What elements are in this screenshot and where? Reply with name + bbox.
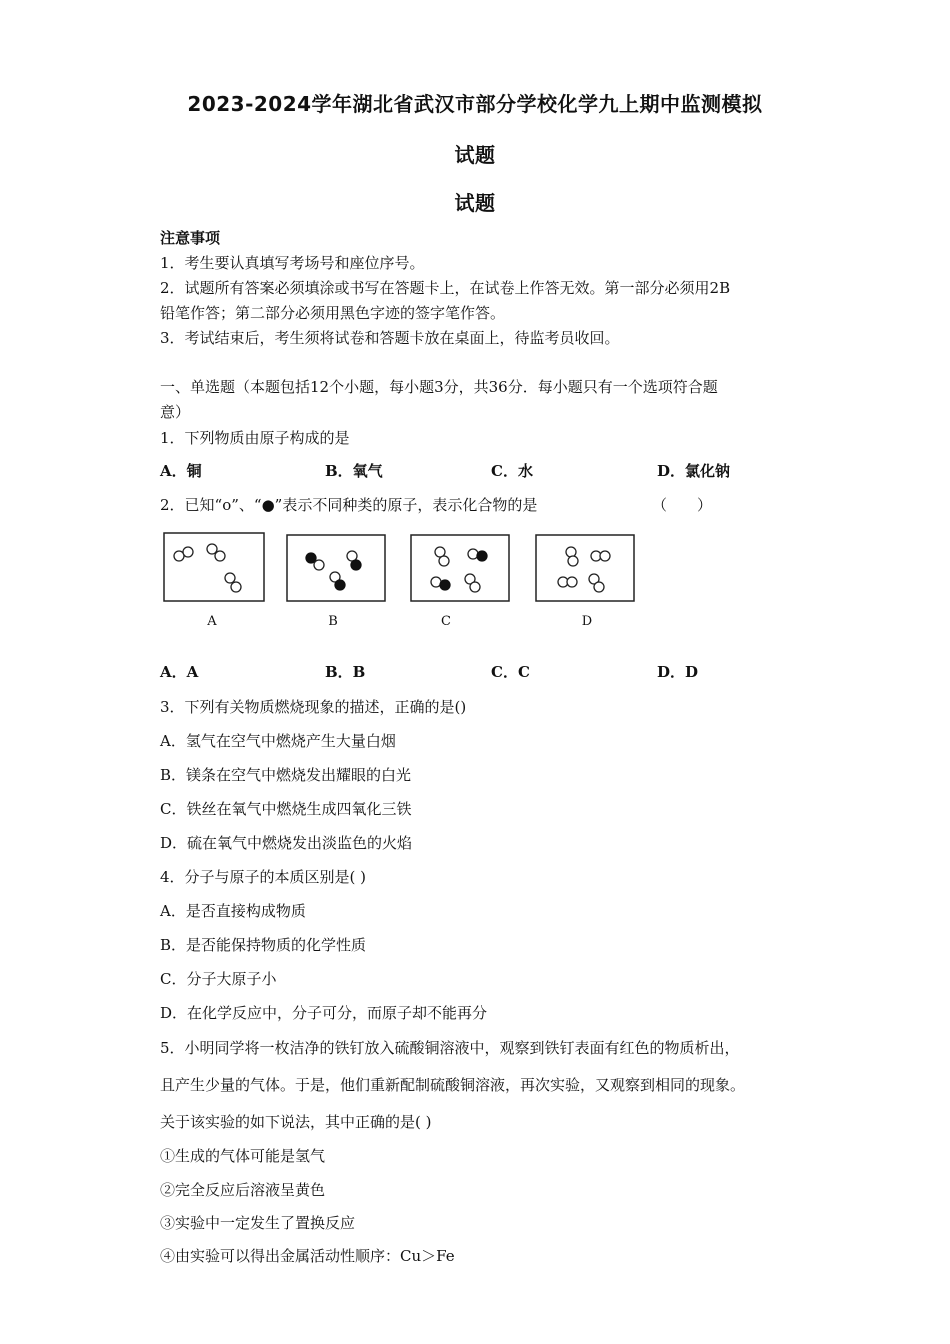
- figure-label-a: A: [207, 614, 217, 629]
- q1-option-a[interactable]: A．铜: [160, 462, 202, 480]
- q3-option-a[interactable]: A．氢气在空气中燃烧产生大量白烟: [160, 732, 396, 750]
- molecule-diagram-d: [535, 534, 635, 602]
- notice-item: 1．考生要认真填写考场号和座位序号。: [160, 254, 425, 272]
- q4-option-c[interactable]: C．分子大原子小: [160, 970, 277, 988]
- question-4-stem: 4．分子与原子的本质区别是( ): [160, 868, 367, 886]
- question-5-prompt: 关于该实验的如下说法，其中正确的是( ): [160, 1113, 432, 1131]
- q4-option-a[interactable]: A．是否直接构成物质: [160, 902, 306, 920]
- exam-subtitle: 试题: [454, 191, 496, 215]
- notice-item: 铅笔作答；第二部分必须用黑色字迹的签字笔作答。: [160, 304, 506, 322]
- notice-heading: 注意事项: [160, 229, 221, 247]
- q4-option-b[interactable]: B．是否能保持物质的化学性质: [160, 936, 367, 954]
- notice-item: 2．试题所有答案必须填涂或书写在答题卡上，在试卷上作答无效。第一部分必须用2B: [160, 279, 731, 297]
- q1-option-b[interactable]: B．氧气: [325, 462, 383, 480]
- molecule-diagram-b: [286, 534, 386, 602]
- q5-statement-3: ③实验中一定发生了置换反应: [160, 1214, 356, 1232]
- figure-label-c: C: [441, 614, 451, 629]
- q1-option-c[interactable]: C．水: [491, 462, 533, 480]
- exam-title: 2023-2024学年湖北省武汉市部分学校化学九上期中监测模拟: [187, 92, 763, 116]
- q3-option-b[interactable]: B．镁条在空气中燃烧发出耀眼的白光: [160, 766, 412, 784]
- q2-option-c[interactable]: C．C: [491, 663, 530, 681]
- q2-option-b[interactable]: B．B: [325, 663, 366, 681]
- figure-label-d: D: [581, 614, 593, 629]
- molecule-diagram-a: [163, 532, 265, 602]
- q3-option-c[interactable]: C．铁丝在氧气中燃烧生成四氧化三铁: [160, 800, 412, 818]
- question-5-stem: 5．小明同学将一枚洁净的铁钉放入硫酸铜溶液中，观察到铁钉表面有红色的物质析出，: [160, 1039, 740, 1057]
- figure-label-b: B: [328, 614, 338, 629]
- question-3-stem: 3．下列有关物质燃烧现象的描述，正确的是(): [160, 698, 467, 716]
- section-heading-continued: 意）: [160, 403, 191, 421]
- question-2-stem: 2．已知“o”、“●”表示不同种类的原子，表示化合物的是: [160, 496, 538, 514]
- q5-statement-1: ①生成的气体可能是氢气: [160, 1147, 326, 1165]
- question-5-stem-continued: 且产生少量的气体。于是，他们重新配制硫酸铜溶液，再次实验，又观察到相同的现象。: [160, 1076, 746, 1094]
- q2-option-d[interactable]: D．D: [657, 663, 699, 681]
- molecule-diagram-c: [410, 534, 510, 602]
- q2-option-a[interactable]: A．A: [160, 663, 199, 681]
- q1-option-d[interactable]: D．氯化钠: [657, 462, 731, 480]
- exam-title-continued: 试题: [454, 143, 496, 167]
- section-heading: 一、单选题（本题包括12个小题，每小题3分，共36分．每小题只有一个选项符合题: [160, 378, 718, 396]
- q5-statement-2: ②完全反应后溶液呈黄色: [160, 1181, 326, 1199]
- question-1-stem: 1．下列物质由原子构成的是: [160, 429, 350, 447]
- q4-option-d[interactable]: D．在化学反应中，分子可分，而原子却不能再分: [160, 1004, 488, 1022]
- answer-parenthesis: （ ）: [652, 496, 713, 514]
- q5-statement-4: ④由实验可以得出金属活动性顺序：Cu＞Fe: [160, 1247, 455, 1265]
- q3-option-d[interactable]: D．硫在氧气中燃烧发出淡监色的火焰: [160, 834, 413, 852]
- notice-item: 3．考试结束后，考生须将试卷和答题卡放在桌面上，待监考员收回。: [160, 329, 620, 347]
